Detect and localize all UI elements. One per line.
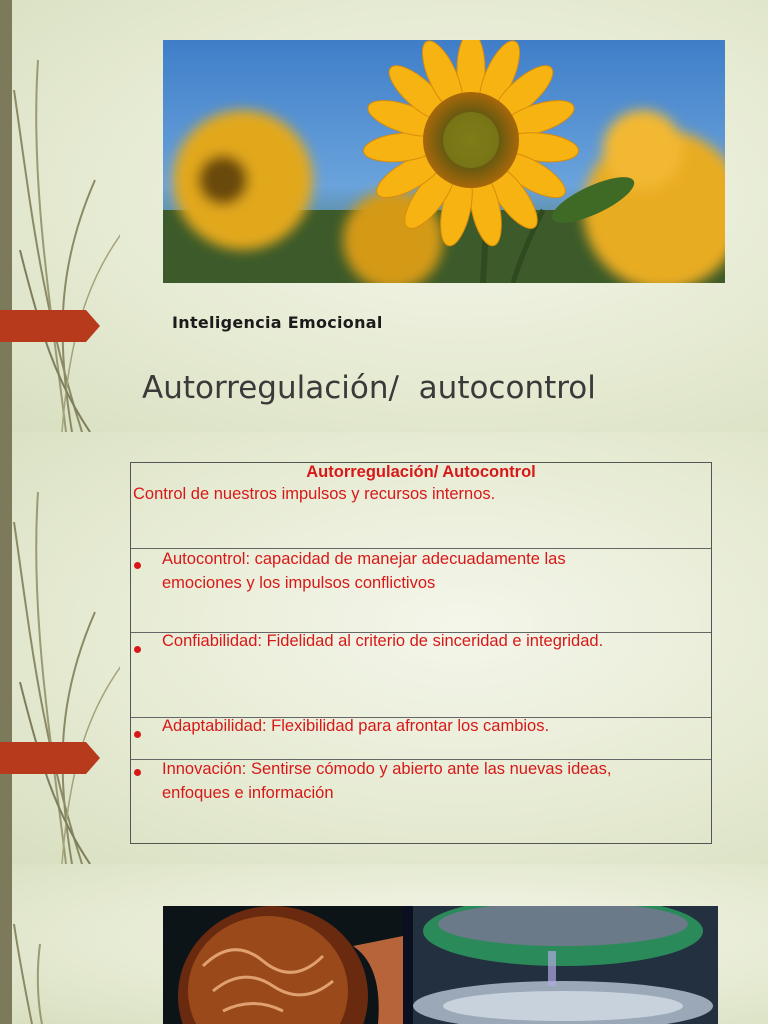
- grass-decoration: [0, 432, 120, 864]
- list-item-line: Confiabilidad: Fidelidad al criterio de sinceridad e integridad.: [162, 632, 604, 650]
- list-item: [162, 714, 703, 738]
- table-intro: Control de nuestros impulsos y recursos internos.: [133, 485, 496, 503]
- list-item-line: Autocontrol: capacidad de manejar adecuadamente las: [162, 550, 566, 568]
- red-dot-bullet-icon: [134, 562, 141, 569]
- list-item-line: Innovación: Sentirse cómodo y abierto ante las nuevas ideas,: [162, 760, 612, 778]
- table-row: [131, 463, 711, 549]
- table-row: [131, 632, 711, 718]
- list-item-line: enfoques e información: [162, 784, 334, 802]
- red-dot-bullet-icon: [134, 769, 141, 776]
- right-arrow-icon: [0, 742, 100, 774]
- grass-decoration: [0, 864, 120, 1024]
- table-heading: Autorregulación/ Autocontrol: [306, 463, 536, 481]
- red-dot-bullet-icon: [134, 731, 141, 738]
- subtitle-text: Inteligencia Emocional: [172, 313, 383, 332]
- list-item-line: emociones y los impulsos conflictivos: [162, 574, 436, 592]
- slide-3: [0, 864, 768, 1024]
- list-item: [162, 629, 703, 653]
- list-item-line: Adaptabilidad: Flexibilidad para afrontar los cambios.: [162, 717, 550, 735]
- table-row: [131, 717, 711, 760]
- red-dot-bullet-icon: [134, 646, 141, 653]
- sunflower-image: [163, 40, 725, 283]
- slide-2: [0, 432, 768, 864]
- list-item: [162, 547, 703, 595]
- table-row: [131, 759, 711, 843]
- grass-decoration: [0, 0, 120, 432]
- content-table: [130, 462, 712, 844]
- list-item: [162, 757, 703, 805]
- right-arrow-icon: [0, 310, 100, 342]
- table-row: [131, 548, 711, 633]
- brain-image: [163, 906, 718, 1024]
- slide-1: [0, 0, 768, 432]
- slide-title: Autorregulación/ autocontrol: [142, 370, 596, 406]
